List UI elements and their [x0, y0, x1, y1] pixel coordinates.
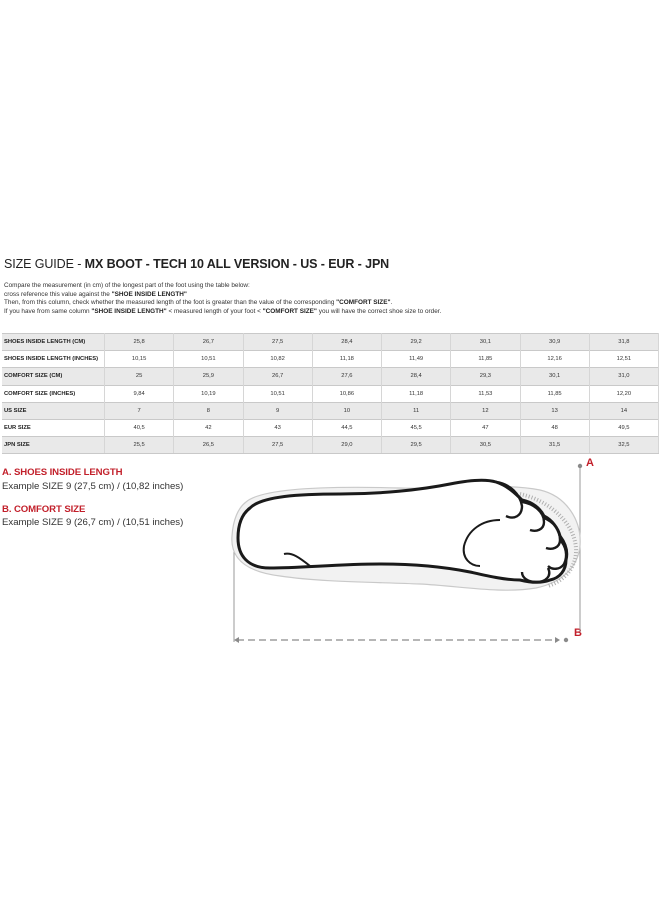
size-cell: 11,53 [451, 385, 520, 402]
size-cell: 11,18 [312, 351, 381, 368]
intro-line-3-text: Then, from this column, check whether the measured length of the foot is greater than the value of the corresponding [4, 299, 337, 306]
intro-line-4-mid: < measured length of your foot < [166, 307, 263, 315]
size-cell: 26,7 [174, 334, 243, 351]
size-cell: 29,3 [451, 368, 520, 385]
intro-line-1: Compare the measurement (in cm) of the longest part of the foot using the table below: [4, 282, 250, 289]
size-cell: 11 [382, 402, 451, 419]
marker-b: B [574, 627, 582, 639]
intro-line-4-text: If you have from same column [4, 307, 92, 315]
marker-a: A [586, 457, 594, 469]
size-cell: 11,49 [382, 351, 451, 368]
shoes-inside-length-example: Example SIZE 9 (27,5 cm) / (10,82 inches) [2, 481, 184, 492]
size-table [2, 333, 659, 454]
arrow-right-icon [555, 637, 560, 643]
size-cell: 29,0 [312, 437, 381, 454]
size-cell: 10,19 [174, 385, 243, 402]
row-label: EUR SIZE [2, 419, 105, 436]
dimension-dot-a [578, 464, 582, 468]
size-cell: 9 [243, 402, 312, 419]
intro-line-3 [4, 299, 644, 308]
size-cell: 30,1 [520, 368, 589, 385]
row-label: COMFORT SIZE (CM) [2, 368, 105, 385]
size-cell: 12 [451, 402, 520, 419]
size-cell: 9,84 [105, 385, 174, 402]
dimension-dot-b [564, 638, 568, 642]
size-cell: 14 [589, 402, 658, 419]
intro-line-2 [4, 291, 644, 300]
size-cell: 10,82 [243, 351, 312, 368]
intro-line-4-bold-1: "SHOE INSIDE LENGTH" [91, 307, 167, 315]
size-cell: 28,4 [312, 334, 381, 351]
size-cell: 25,9 [174, 368, 243, 385]
size-cell: 10,51 [174, 351, 243, 368]
size-cell: 32,5 [589, 437, 658, 454]
size-cell: 8 [174, 402, 243, 419]
size-cell: 43 [243, 419, 312, 436]
size-cell: 29,5 [382, 437, 451, 454]
size-cell: 30,9 [520, 334, 589, 351]
size-cell: 29,2 [382, 334, 451, 351]
size-cell: 45,5 [382, 419, 451, 436]
arrow-left-icon [234, 637, 239, 643]
row-label: SHOES INSIDE LENGTH (INCHES) [2, 351, 105, 368]
page-title [4, 257, 389, 271]
intro-line-2-text: cross reference this value against the [4, 290, 112, 298]
size-cell: 40,5 [105, 419, 174, 436]
size-cell: 31,8 [589, 334, 658, 351]
size-cell: 27,5 [243, 437, 312, 454]
size-cell: 11,85 [520, 385, 589, 402]
intro-line-4-bold-2: "COMFORT SIZE" [262, 307, 317, 315]
size-cell: 10,15 [105, 351, 174, 368]
size-cell: 27,5 [243, 334, 312, 351]
comfort-size-heading: B. COMFORT SIZE [2, 504, 86, 515]
size-row [2, 419, 659, 436]
title-prefix: SIZE GUIDE - [4, 257, 85, 271]
size-cell: 31,5 [520, 437, 589, 454]
size-cell: 13 [520, 402, 589, 419]
size-table-body [2, 334, 659, 454]
intro-line-2-bold: "SHOE INSIDE LENGTH" [111, 290, 187, 298]
size-cell: 48 [520, 419, 589, 436]
row-label: JPN SIZE [2, 437, 105, 454]
size-cell: 42 [174, 419, 243, 436]
intro-line-4-end: you will have the correct shoe size to order. [316, 307, 442, 315]
row-label: COMFORT SIZE (INCHES) [2, 385, 105, 402]
size-cell: 25,8 [105, 334, 174, 351]
title-bold: MX BOOT - TECH 10 ALL VERSION - US - EUR - JPN [84, 257, 390, 271]
size-cell: 10 [312, 402, 381, 419]
intro-line-4 [4, 308, 644, 317]
size-cell: 26,5 [174, 437, 243, 454]
size-cell: 31,0 [589, 368, 658, 385]
intro-text [4, 282, 644, 316]
intro-line-3-end: . [390, 299, 393, 306]
size-cell: 11,18 [382, 385, 451, 402]
size-cell: 25 [105, 368, 174, 385]
size-cell: 10,51 [243, 385, 312, 402]
intro-line-3-bold: "COMFORT SIZE" [336, 299, 391, 306]
row-label: US SIZE [2, 402, 105, 419]
size-cell: 30,1 [451, 334, 520, 351]
row-label: SHOES INSIDE LENGTH (CM) [2, 334, 105, 351]
size-row [2, 385, 659, 402]
size-cell: 28,4 [382, 368, 451, 385]
size-row [2, 351, 659, 368]
size-cell: 44,5 [312, 419, 381, 436]
foot-diagram [0, 455, 660, 655]
size-cell: 47 [451, 419, 520, 436]
size-cell: 12,16 [520, 351, 589, 368]
size-row [2, 437, 659, 454]
size-row [2, 334, 659, 351]
size-cell: 25,5 [105, 437, 174, 454]
size-row [2, 368, 659, 385]
size-cell: 30,5 [451, 437, 520, 454]
size-cell: 7 [105, 402, 174, 419]
size-cell: 26,7 [243, 368, 312, 385]
size-cell: 49,5 [589, 419, 658, 436]
size-cell: 12,20 [589, 385, 658, 402]
size-cell: 12,51 [589, 351, 658, 368]
size-cell: 27,6 [312, 368, 381, 385]
size-row [2, 402, 659, 419]
size-cell: 11,85 [451, 351, 520, 368]
comfort-size-example: Example SIZE 9 (26,7 cm) / (10,51 inches) [2, 517, 184, 528]
shoes-inside-length-heading: A. SHOES INSIDE LENGTH [2, 467, 123, 478]
size-cell: 10,86 [312, 385, 381, 402]
